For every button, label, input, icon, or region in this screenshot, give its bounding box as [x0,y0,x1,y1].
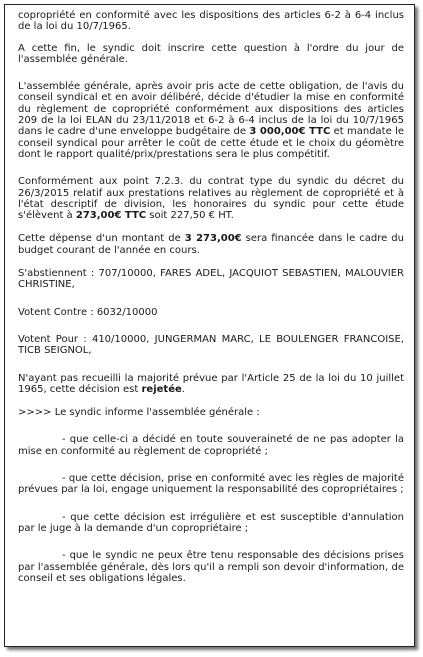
text-run: . [181,383,185,395]
emphasized-text: 3 273,00€ [184,233,242,245]
paragraph-article-reference [18,10,404,33]
syndic-notice-intro [18,407,404,418]
paragraph-resolution-text [18,81,404,160]
text-run: - que celle-ci a décidé en toute souveraineté de ne pas adopter la mise en conformité au règlement de copropriété ; [18,434,404,457]
emphasized-text: 3 000,00€ TTC [249,126,331,138]
emphasized-text: 273,00€ TTC [75,210,147,222]
vote-against [18,307,404,318]
document-body [18,10,404,584]
notice-item-sovereign-decision [18,434,404,457]
text-run: Votent Contre : 6032/10000 [18,306,158,318]
text-run: copropriété en conformité avec les dispositions des articles 6-2 à 6-4 inclus de la loi du 10/7/1965. [18,10,404,33]
notice-item-irregular-decision [18,512,404,535]
document-page [4,4,415,647]
text-run: - que cette décision, prise en conformité avec les règles de majorité prévues par la loi, engage uniquement la responsabilité des copropriétaires ; [18,473,404,496]
vote-abstentions [18,268,404,291]
emphasized-text: rejetée [141,383,182,395]
text-run: Votent Pour : 410/10000, JUNGERMAN MARC, LE BOULENGER FRANCOISE, TICB SEIGNOL, [18,333,404,357]
text-run: >>>> Le syndic informe l'assemblée générale : [18,407,260,419]
text-run: et mandate le conseil syndical pour arrêter le coût de cette étude et le choix du géomètre dont le rapport qualité/prix/prestations sera le plus compétitif. [18,126,405,160]
text-run: N'ayant pas recueilli la majorité prévue par l'Article 25 de la loi du 10 juillet 1965, cette décision est [18,372,404,395]
notice-item-owner-responsibility [18,473,404,496]
text-run: - que le syndic ne peux être tenu responsable des décisions prises par l'assemblée générale, dès lors qu'il a rempli son devoir d'information, de conseil et ses obligations légales. [18,550,404,584]
text-run: S'abstiennent : 707/10000, FARES ADEL, JACQUIOT SEBASTIEN, MALOUVIER CHRISTINE, [18,268,404,291]
text-run: Cette dépense d'un montant de [18,233,185,245]
notice-item-syndic-liability [18,550,404,584]
text-run: sera financée dans le cadre du budget courant de l'année en cours. [18,233,404,256]
vote-for [18,334,404,357]
text-run: Conformément aux point 7.2.3. du contrat type du syndic du décret du 26/3/2015 relatif aux prestations relatives au règlement de copropriété et à l'état descriptif de division, les honoraires du syndic pour cette étude s'élèvent à [18,176,404,222]
paragraph-agenda-requirement [18,43,404,66]
text-run: A cette fin, le syndic doit inscrire cette question à l'ordre du jour de l'assemblée générale. [18,42,404,65]
paragraph-expense-total [18,233,404,256]
paragraph-decision-result [18,373,404,396]
text-run: - que cette décision est irrégulière et est susceptible d'annulation par le juge à la demande d'un copropriétaire ; [18,511,404,534]
text-run: L'assemblée générale, après avoir pris acte de cette obligation, de l'avis du conseil syndical et en avoir délibéré, décide d'étudier la mise en conformité du règlement de copropriété conformément aux dispositions des articles 209 de la loi ELAN du 23/11/2018 et 6-2 à 6-4 inclus de la loi du 10/7/1965 dans le cadre d'une enveloppe budgétaire de [18,81,404,138]
paragraph-syndic-fees [18,176,404,221]
text-run: soit 227,50 € HT. [146,210,234,222]
